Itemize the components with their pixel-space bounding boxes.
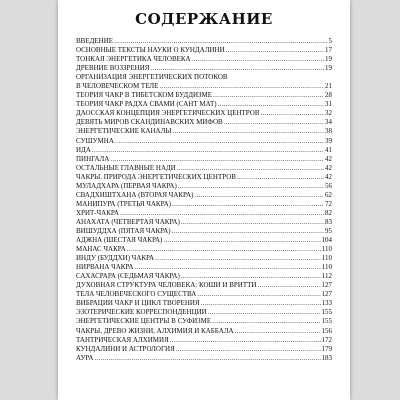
toc-entry [76,109,332,118]
toc-entry [76,100,332,109]
toc-entry-page-number: 19 [325,55,332,64]
toc-entry [76,227,332,236]
toc-leader-dots [176,345,321,354]
toc-entry [76,173,332,182]
toc-entry-label: ИДА [76,145,91,154]
toc-entry-page-number: 133 [321,299,332,308]
toc-leader-dots [163,236,320,245]
toc-leader-dots [213,91,324,100]
toc-entry-label: АДЖНА (ШЕСТАЯ ЧАКРА) [76,236,163,245]
toc-entry [76,290,332,299]
toc-leader-dots [114,37,327,46]
toc-entry-label: ОСНОВНЫЕ ТЕКСТЫ НАУКИ О КУНДАЛИНИ [76,46,225,55]
toc-entry-page-number: 62 [325,190,332,199]
toc-leader-dots [178,182,324,191]
toc-entry-label: В ЧЕЛОВЕЧЕСКОМ ТЕЛЕ [76,82,159,91]
toc-leader-dots [226,46,324,55]
toc-entry-page-number: 42 [325,172,332,181]
toc-leader-dots [197,290,320,299]
toc-entry-page-number: 112 [321,272,332,281]
toc-entry-label: ЭЗОТЕРИЧЕСКИЕ КОРРЕСПОНДЕНЦИИ [76,308,207,317]
toc-entry [76,272,332,281]
toc-leader-dots [127,245,321,254]
toc-leader-dots [120,209,324,218]
toc-entry-page-number: 56 [325,181,332,190]
toc-entry [76,146,332,155]
toc-leader-dots [134,263,320,272]
toc-entry [76,327,332,336]
toc-entry-page-number: 155 [321,308,332,317]
toc-entry [76,281,332,290]
toc-entry-page-number: 155 [321,317,332,326]
toc-entry-label: ТОНКАЯ ЭНЕРГЕТИКА ЧЕЛОВЕКА [76,55,191,64]
toc-entry-page-number: 179 [321,344,332,353]
toc-entry-label: ДРЕВНИЕ ВОЗЗРЕНИЯ [76,64,150,73]
toc-entry-label: ЭНЕРГЕТИЧЕСКИЕ ЦЕНТРЫ В СУФИЗМЕ [76,317,212,326]
toc-entry-label: ТАНТРИЧЕСКАЯ АЛХИМИЯ [76,335,169,344]
toc-leader-dots [92,146,324,155]
toc-entry-label: ОСТАЛЬНЫЕ ГЛАВНЫЕ НАДИ [76,163,176,172]
toc-leader-dots [110,155,324,164]
toc-entry-page-number: 32 [325,109,332,118]
toc-leader-dots [261,109,324,118]
toc-leader-dots [155,254,321,263]
toc-entry-page-number: 34 [325,118,332,127]
toc-entry [76,336,332,345]
toc-leader-dots [212,317,320,326]
toc-entry-label: ВИШУДДХА (ПЯТАЯ ЧАКРА) [76,226,171,235]
toc-leader-dots [170,336,321,345]
toc-entry-page-number: 72 [325,199,332,208]
toc-entry-page-number: 110 [321,245,332,254]
toc-entry-label: МАНИПУРА (ТРЕТЬЯ ЧАКРА) [76,199,171,208]
toc-entry [76,118,332,127]
toc-leader-dots [235,327,321,336]
toc-entry [76,245,332,254]
toc-entry-page-number: 41 [325,145,332,154]
toc-entry-label: НИРВАНА ЧАКРА [76,263,134,272]
toc-entry [76,64,332,73]
toc-leader-dots [181,272,321,281]
toc-entry [76,164,332,173]
toc-entry-page-number: 21 [325,82,332,91]
toc-entry-page-number: 19 [325,64,332,73]
toc-entry-label: СВАДХИШТХАНА (ВТОРАЯ ЧАКРА) [76,190,194,199]
toc-entry [76,155,332,164]
toc-entry-label: ХРИТ-ЧАКРА [76,208,119,217]
toc-entry-label: ЭНЕРГЕТИЧЕСКИЕ КАНАЛЫ [76,127,172,136]
toc-entry-label: ДАОССКАЯ КОНЦЕПЦИЯ ЭНЕРГЕТИЧЕСКИХ ЦЕНТРОВ [76,109,260,118]
toc-leader-dots [115,137,324,146]
toc-entry [76,200,332,209]
toc-entry-label: ВВЕДЕНИЕ [76,37,114,45]
toc-entry [76,354,332,363]
toc-entry-label: СУШУМНА [76,136,114,145]
toc-entry-page-number: 183 [321,353,332,362]
toc-entry-label: КУНДАЛИНИ И АСТРОЛОГИЯ [76,344,175,353]
toc-entry-page-number: 5 [328,37,332,45]
toc-entry-page-number: 95 [325,226,332,235]
toc-entry-label: АУРА [76,353,94,362]
toc-leader-dots [208,308,321,317]
toc-entry-page-number: 17 [325,46,332,55]
toc-entry-page-number: 127 [321,290,332,299]
toc-leader-dots [237,173,324,182]
toc-entry-label: ВИБРАЦИИ ЧАКР И ЦИКЛ ТВОРЕНИЯ [76,299,200,308]
toc-leader-dots [172,227,324,236]
toc-entry-label: ТЕЛА ЧЕЛОВЕЧЕСКОГО СУЩЕСТВА [76,290,197,299]
toc-entry-label: ИНДУ (БУДДХИ) ЧАКРА [76,254,155,263]
toc-entry [76,182,332,191]
toc-entry-page-number: 38 [325,127,332,136]
toc-entry-label: АНАХАТА (ЧЕТВЕРТАЯ ЧАКРА) [76,217,180,226]
toc-entry-label: ЧАКРЫ, ДРЕВО ЖИЗНИ, АЛХИМИЯ И КАББАЛА [76,326,234,335]
toc-entry-page-number: 42 [325,154,332,163]
toc-entry [76,209,332,218]
toc-entry [76,127,332,136]
toc-entry [76,254,332,263]
toc-leader-dots [194,191,324,200]
toc-entry [76,37,332,46]
table-of-contents [76,37,332,363]
page-title: СОДЕРЖАНИЕ [135,10,273,28]
toc-leader-dots [94,354,320,363]
toc-entry [76,73,332,82]
toc-entry-label: ЧАКРЫ. ПРИРОДА ЭНЕРГЕТИЧЕСКИХ ЦЕНТРОВ [76,172,236,181]
toc-leader-dots [177,164,324,173]
toc-entry-label: ТЕОРИЯ ЧАКР В ТИБЕТСКОМ БУДДИЗМЕ [76,91,213,100]
toc-leader-dots [159,82,324,91]
toc-leader-dots [192,55,324,64]
toc-entry-label: МАНАС ЧАКРА [76,245,126,254]
toc-entry [76,137,332,146]
toc-entry [76,191,332,200]
toc-entry [76,91,332,100]
toc-entry-page-number: 83 [325,217,332,226]
toc-leader-dots [218,100,324,109]
toc-entry [76,236,332,245]
book-page [58,0,350,400]
toc-entry-page-number: 110 [321,263,332,272]
toc-entry-page-number: 127 [321,281,332,290]
toc-entry [76,308,332,317]
toc-entry-page-number: 31 [325,100,332,109]
toc-entry-label: МУЛАДХАРА (ПЕРВАЯ ЧАКРА) [76,181,177,190]
toc-entry-label: ОРГАНИЗАЦИЯ ЭНЕРГЕТИЧЕСКИХ ПОТОКОВ [76,73,228,82]
toc-entry-page-number: 39 [325,136,332,145]
toc-entry-page-number: 156 [321,326,332,335]
toc-entry [76,263,332,272]
toc-entry-label: ДУХОВНАЯ СТРУКТУРА ЧЕЛОВЕКА: КОШИ И ВРИТТИ [76,281,257,290]
toc-entry-label: САХАСРАРА (СЕДЬМАЯ ЧАКРА) [76,272,180,281]
toc-entry-page-number: 42 [325,163,332,172]
toc-entry [76,46,332,55]
toc-leader-dots [181,218,324,227]
toc-entry [76,317,332,326]
toc-entry [76,218,332,227]
toc-entry-page-number: 110 [321,254,332,263]
toc-entry [76,345,332,354]
toc-entry [76,55,332,64]
toc-leader-dots [150,64,324,73]
toc-leader-dots [172,127,324,136]
toc-entry-page-number: 104 [321,236,332,245]
toc-entry [76,299,332,308]
toc-entry-page-number: 172 [321,335,332,344]
toc-entry [76,82,332,91]
toc-entry-page-number: 82 [325,208,332,217]
toc-entry-label: ДЕВЯТЬ МИРОВ СКАНДИНАВСКИХ МИФОВ [76,118,223,127]
toc-leader-dots [224,118,324,127]
toc-entry-label: ПИНГАЛА [76,154,110,163]
toc-entry-page-number: 28 [325,91,332,100]
toc-entry-label: ТЕОРИЯ ЧАКР РАДХА СВАМИ (САНТ МАТ) [76,100,217,109]
toc-leader-dots [201,299,321,308]
toc-leader-dots [257,281,320,290]
toc-leader-dots [172,200,324,209]
